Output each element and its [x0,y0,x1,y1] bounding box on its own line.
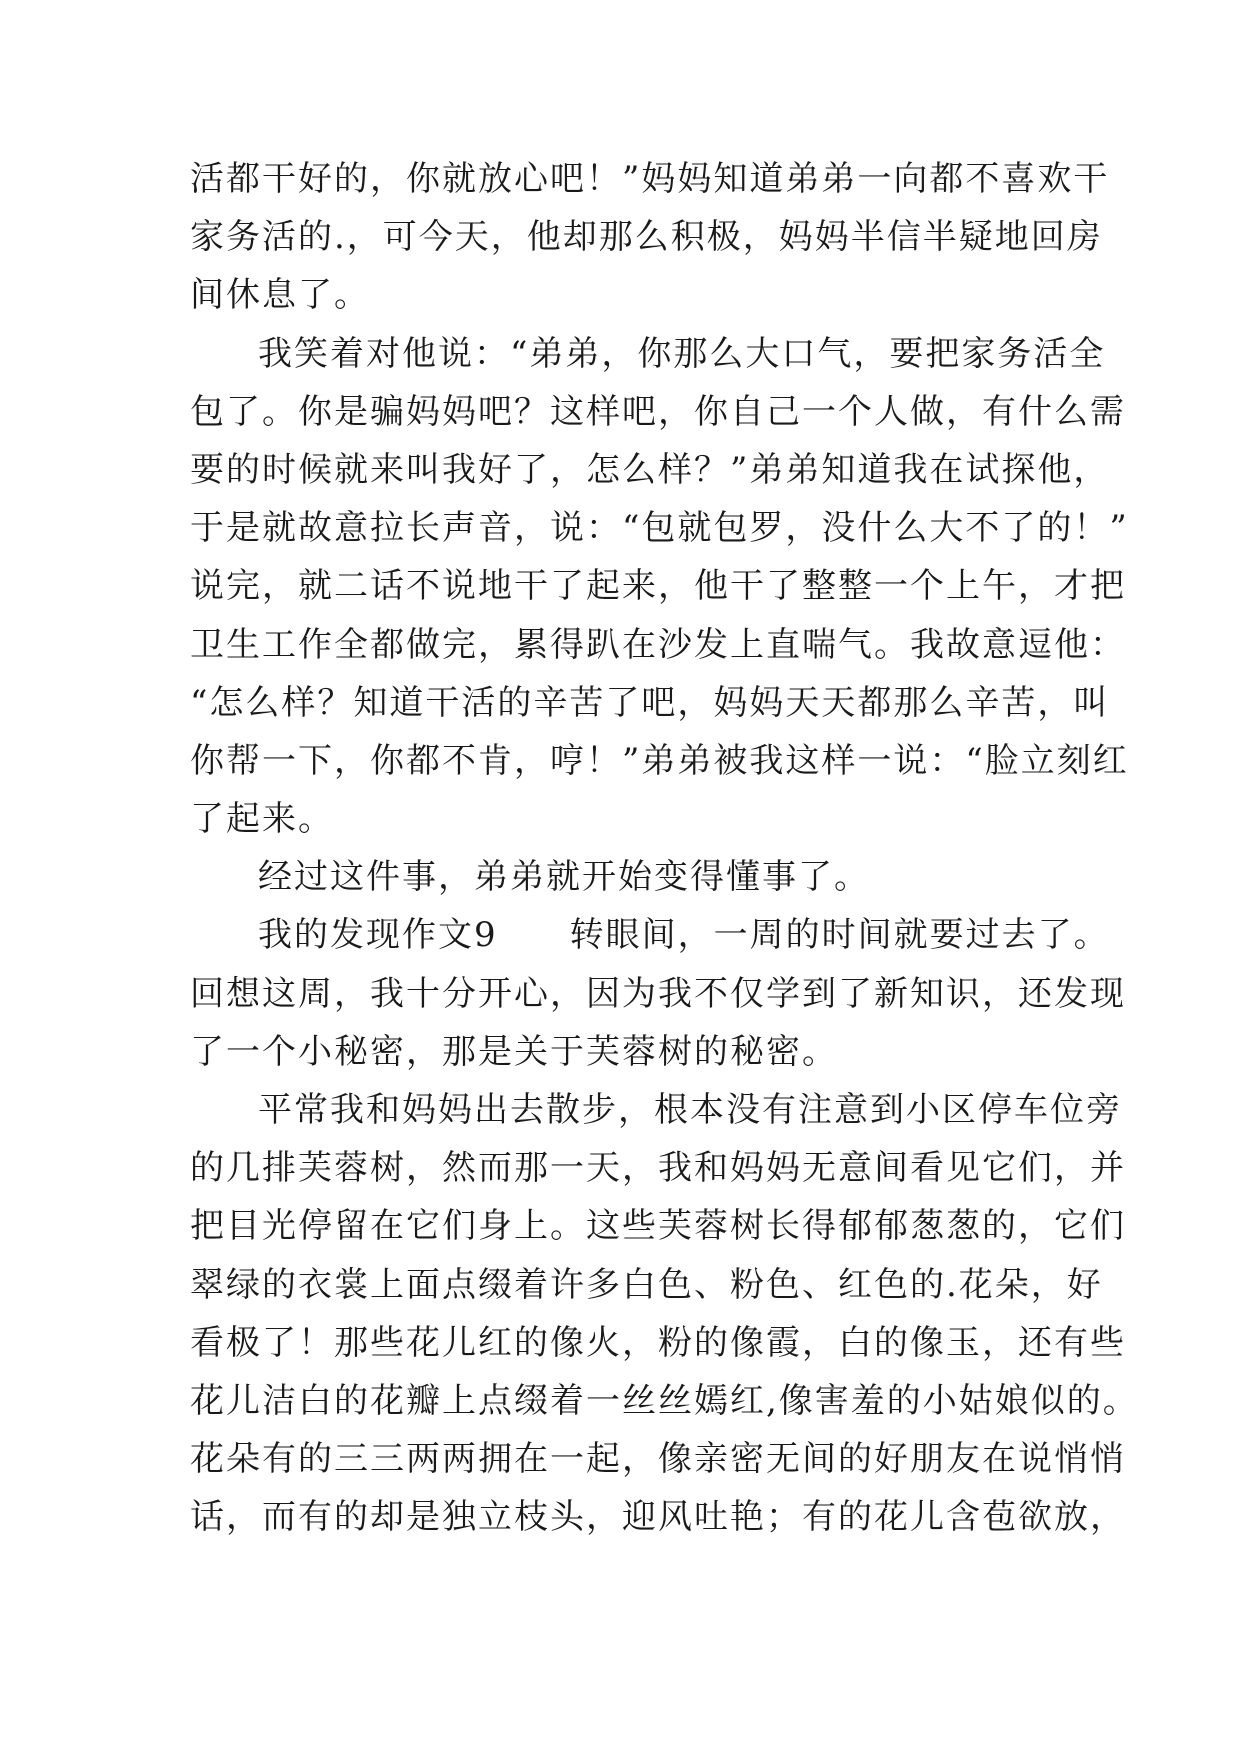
text-line: 间休息了。 [190,275,370,316]
text-line: “怎么样？知道干活的辛苦了吧，妈妈天天都那么辛苦，叫 [190,682,1110,723]
text-line: 卫生工作全都做完，累得趴在沙发上直喘气。我故意逗他： [190,624,1126,665]
text-line: 把目光停留在它们身上。这些芙蓉树长得郁郁葱葱的，它们 [190,1206,1126,1247]
text-line: 花朵有的三三两两拥在一起，像亲密无间的好朋友在说悄悄 [190,1439,1126,1480]
essay-title-line: 我的发现作文9 转眼间，一周的时间就要过去了。 [258,915,1110,956]
text-line: 于是就故意拉长声音，说：“包就包罗，没什么大不了的！” [190,508,1129,549]
text-line: 活都干好的，你就放心吧！”妈妈知道弟弟一向都不喜欢干 [190,159,1110,199]
paragraph-first-line: 经过这件事，弟弟就开始变得懂事了。 [258,857,870,898]
text-line: 了一个小秘密，那是关于芙蓉树的秘密。 [190,1031,838,1072]
text-line: 话，而有的却是独立枝头，迎风吐艳；有的花儿含苞欲放， [190,1497,1126,1538]
text-line: 说完，就二话不说地干了起来，他干了整整一个上午，才把 [190,566,1126,607]
text-line: 了起来。 [190,799,334,840]
text-line: 花儿洁白的花瓣上点缀着一丝丝嫣红,像害羞的小姑娘似的。 [190,1380,1139,1421]
paragraph-first-line: 平常我和妈妈出去散步，根本没有注意到小区停车位旁 [258,1090,1122,1130]
text-line: 你帮一下，你都不肯，哼！”弟弟被我这样一说：“脸立刻红 [190,740,1129,781]
document-body [190,150,1139,1547]
text-line: 回想这周，我十分开心，因为我不仅学到了新知识，还发现 [190,973,1126,1014]
text-line: 要的时候就来叫我好了，怎么样？”弟弟知道我在试探他， [190,449,1110,490]
text-line: 包了。你是骗妈妈吧？这样吧，你自己一个人做，有什么需 [190,391,1126,432]
text-line: 看极了！那些花儿红的像火，粉的像霞，白的像玉，还有些 [190,1322,1126,1363]
text-line: 翠绿的衣裳上面点缀着许多白色、粉色、红色的.花朵，好 [190,1264,1103,1305]
text-line: 的几排芙蓉树，然而那一天，我和妈妈无意间看见它们，并 [190,1148,1126,1189]
paragraph-first-line: 我笑着对他说：“弟弟，你那么大口气，要把家务活全 [258,333,1106,374]
text-line: 家务活的.，可今天，他却那么积极，妈妈半信半疑地回房 [190,217,1103,258]
